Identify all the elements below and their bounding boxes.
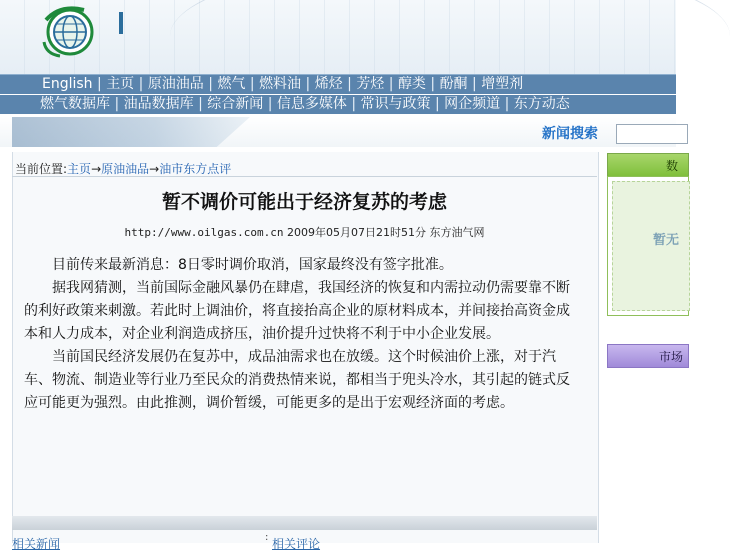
secondary-nav-link[interactable]: 常识与政策 [360,96,431,112]
breadcrumb-divider [12,176,597,177]
primary-nav-item[interactable] [259,75,301,94]
sidebar-data-box [607,176,689,316]
globe-logo-icon[interactable] [40,2,96,58]
sidebar-data-header-label: 数 [666,159,679,173]
secondary-nav-item[interactable] [444,95,500,114]
secondary-nav-item[interactable] [361,95,431,114]
nav-separator: | [500,96,514,112]
secondary-nav-item[interactable] [40,95,110,114]
primary-nav-link[interactable]: 主页 [106,76,135,92]
breadcrumb-section-link[interactable]: 油市东方点评 [159,162,232,176]
primary-nav-item[interactable] [42,75,93,94]
nav-separator: | [342,76,357,92]
nav-separator: | [92,76,107,92]
primary-nav-link[interactable]: English [42,76,93,92]
secondary-nav-item[interactable] [124,95,194,114]
secondary-nav-link[interactable]: 东方动态 [513,96,570,112]
primary-nav-item[interactable] [440,75,468,94]
nav-separator: | [425,76,440,92]
secondary-nav-link[interactable]: 网企频道 [444,96,501,112]
article-source-url[interactable]: http://www.oilgas.com.cn [124,226,284,239]
nav-separator: | [346,96,361,112]
primary-nav-link[interactable]: 燃气 [217,76,246,92]
primary-nav-item[interactable] [398,75,426,94]
secondary-nav-link[interactable]: 综合新闻 [207,96,264,112]
nav-separator: | [430,96,445,112]
article-title: 暂不调价可能出于经济复苏的考虑 [161,191,447,213]
breadcrumb-home-link[interactable]: 主页 [67,162,92,176]
sidebar-data-header[interactable] [607,153,689,177]
news-search-label: 新闻搜索 [542,126,598,142]
breadcrumb-prefix: 当前位置: [15,162,68,176]
primary-nav-item[interactable] [356,75,384,94]
nav-separator: | [110,96,124,112]
site-header [0,0,676,74]
article-source: 东方油气网 [429,226,485,239]
primary-nav-item[interactable] [106,75,134,94]
primary-nav-link[interactable]: 增塑剂 [481,76,524,92]
nav-separator: | [134,76,148,92]
primary-nav-link[interactable]: 燃料油 [259,76,302,92]
sidebar-placeholder-text: 暂无 [653,233,680,248]
article-datetime: 2009年05月07日21时51分 [286,226,426,239]
article-meta [12,224,597,240]
article-paragraph: 目前传来最新消息：8日零时调价取消，国家最终没有签字批准。 [52,257,453,273]
sidebar-market-header[interactable] [607,344,689,368]
article-footer-bar [12,516,597,530]
nav-separator: | [384,76,398,92]
primary-nav-link[interactable]: 醇类 [397,76,426,92]
article-paragraph: 据我网猜测，当前国际金融风暴仍在肆虐，我国经济的恢复和内需拉动仍需要靠不断的利好政策来刺激。若此时上调油价，将直接抬高企业的原材料成本，并间接抬高资金成本和人力成本，对企业利润造成挤压，油价提升过快将不利于中小企业发展。 [24,280,570,342]
secondary-nav [0,95,676,114]
secondary-nav-items [40,95,570,114]
primary-nav-item[interactable] [148,75,204,94]
nav-separator: | [301,76,315,92]
primary-nav-item[interactable] [217,75,245,94]
footer-separator: : [265,532,269,543]
secondary-nav-item[interactable] [207,95,263,114]
primary-nav-item[interactable] [481,75,523,94]
secondary-nav-item[interactable] [277,95,347,114]
nav-separator: | [245,76,260,92]
primary-nav [0,74,676,94]
news-search-input[interactable] [616,124,688,144]
primary-nav-link[interactable]: 烯烃 [314,76,343,92]
breadcrumb [15,160,231,177]
breadcrumb-category-link[interactable]: 原油油品 [101,162,150,176]
secondary-nav-link[interactable]: 油品数据库 [123,96,194,112]
primary-nav-item[interactable] [315,75,343,94]
nav-separator: | [263,96,277,112]
related-news-link[interactable]: 相关新闻 [12,537,61,551]
logo-divider [119,12,123,34]
primary-nav-link[interactable]: 芳烃 [356,76,385,92]
nav-separator: | [467,76,482,92]
primary-nav-link[interactable]: 酚酮 [439,76,468,92]
related-comments-link[interactable]: 相关评论 [272,537,321,551]
breadcrumb-arrow: → [91,162,102,176]
article-body [24,254,580,415]
primary-nav-items [42,75,523,94]
nav-separator: | [203,76,218,92]
article-paragraph: 当前国民经济发展仍在复苏中，成品油需求也在放缓。这个时候油价上涨，对于汽车、物流、制造业等行业乃至民众的消费热情来说，都相当于兜头冷水，其引起的链式反应可能更为强烈。由此推测，调价暂缓，可能更多的是出于宏观经济面的考虑。 [24,349,570,411]
nav-separator: | [193,96,208,112]
search-band-decoration [12,117,250,147]
sidebar-market-header-label: 市场 [659,350,684,364]
secondary-nav-item[interactable] [514,95,570,114]
secondary-nav-link[interactable]: 信息多媒体 [276,96,347,112]
breadcrumb-arrow: → [149,162,160,176]
primary-nav-link[interactable]: 原油油品 [147,76,204,92]
secondary-nav-link[interactable]: 燃气数据库 [40,96,110,112]
